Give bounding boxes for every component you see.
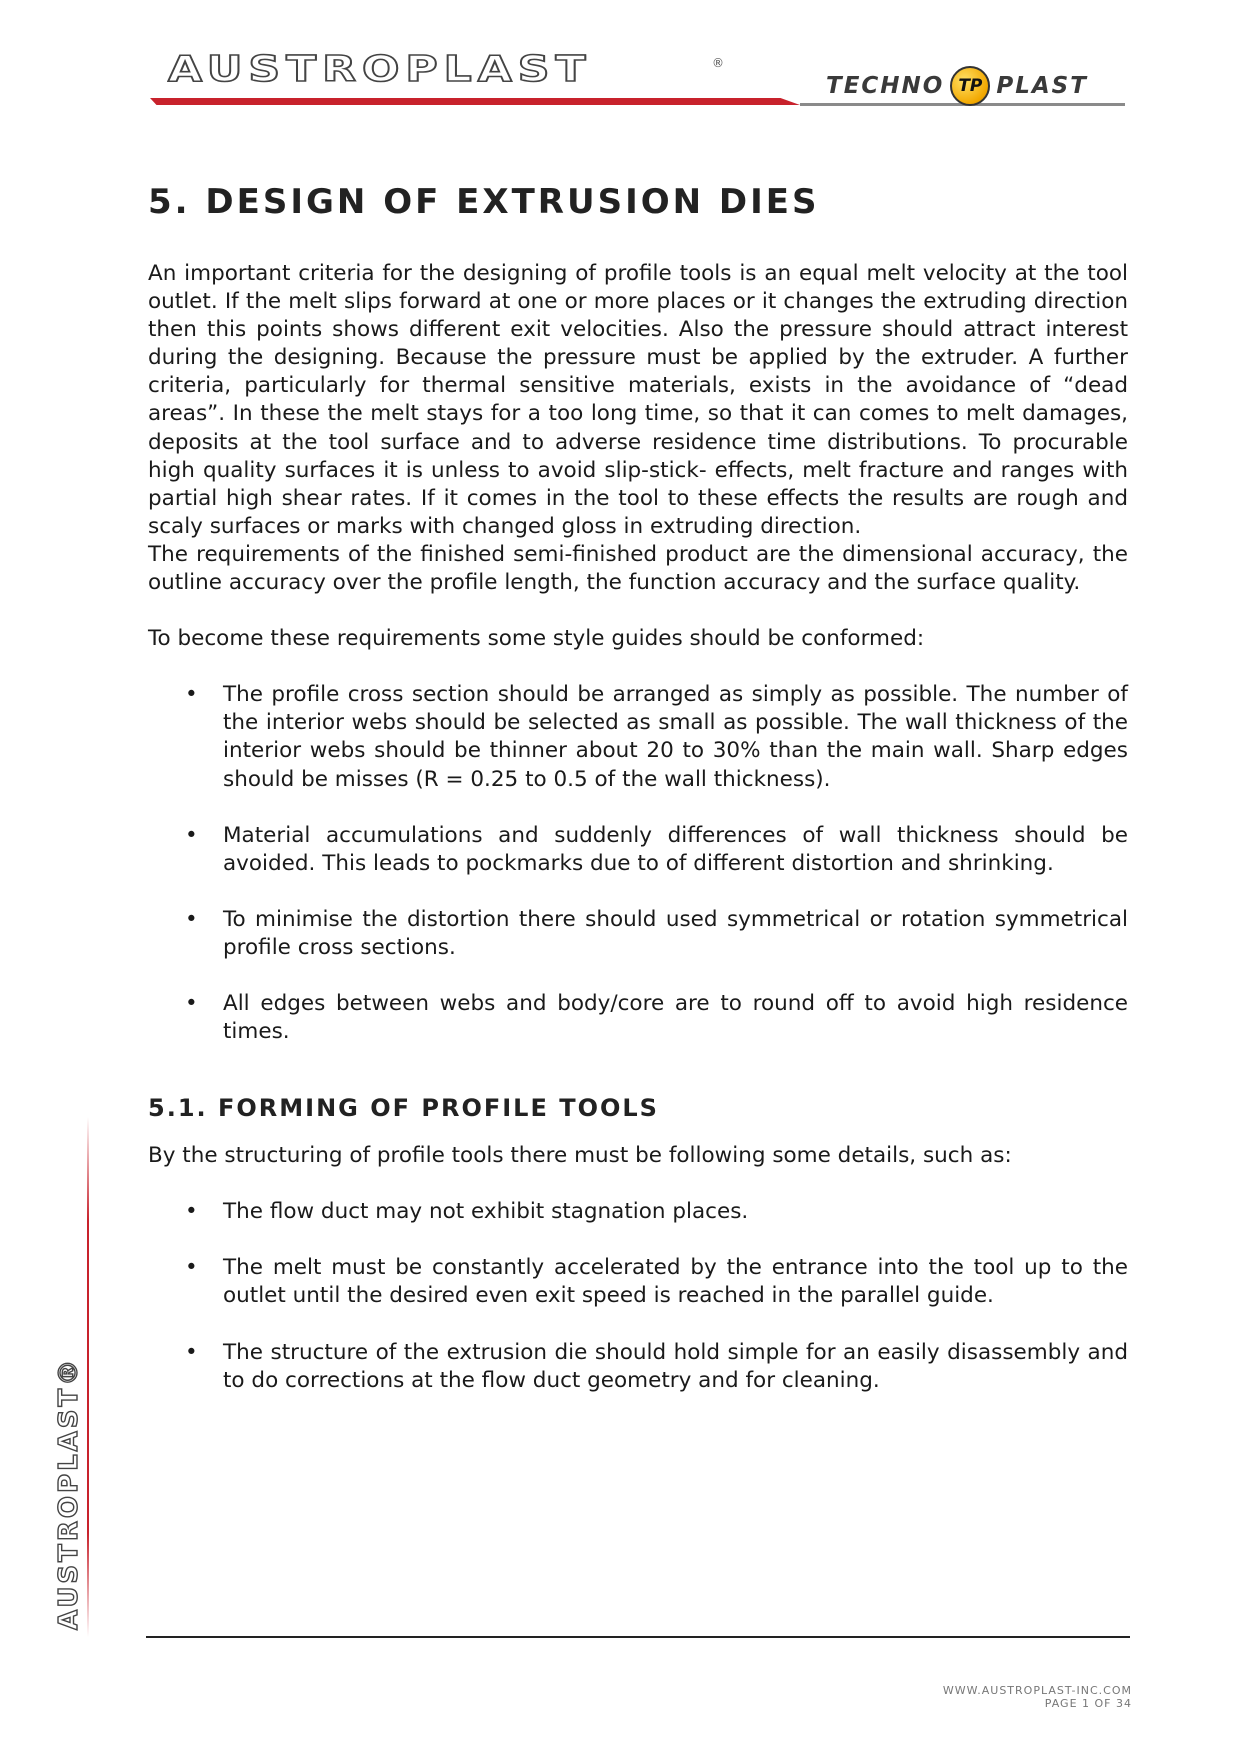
side-brand-logo: AUSTROPLAST®	[54, 1356, 84, 1630]
paragraph-1: An important criteria for the designing of profile tools is an equal melt velocity at the tool outlet. If the melt slips forward at one or more places or it changes the extruding direction then this points shows different exit velocities. Also the pressure should attract interest during the designing. Because the pressure must be applied by the extruder. A further criteria, particularly for thermal sensitive materials, exists in the avoidance of “dead areas”. In these the melt stays for a too long time, so that it can comes to melt damages, deposits at the tool surface and to adverse residence time distributions. To procurable high quality surfaces it is unless to avoid slip-stick- effects, melt fracture and ranges with partial high shear rates. If it comes in the tool to these effects the results are rough and scaly surfaces or marks with changed gloss in extruding direction.	[148, 261, 1128, 539]
list-item	[148, 1339, 1128, 1395]
list-item	[148, 822, 1128, 878]
list-item-text: To minimise the distortion there should used symmetrical or rotation symmetrical profile cross sections.	[223, 906, 1128, 960]
bullet-icon: •	[185, 1339, 198, 1365]
page-number: PAGE 1 OF 34	[1044, 1697, 1132, 1710]
partner-logo	[826, 66, 1088, 106]
list-item-text: The flow duct may not exhibit stagnation places.	[223, 1199, 749, 1225]
partner-logo-left: TECHNO	[826, 73, 945, 99]
paragraph-3: To become these requirements some style guides should be conformed:	[148, 626, 925, 652]
tp-badge-icon: TP	[950, 66, 990, 106]
list-item-text: The melt must be constantly accelerated by the entrance into the tool up to the outlet until the desired even exit speed is reached in the parallel guide.	[223, 1255, 1128, 1309]
logo-underline-red	[150, 98, 800, 105]
tool-details-list	[148, 1198, 1128, 1394]
bullet-icon: •	[185, 822, 198, 848]
bullet-icon: •	[185, 906, 198, 932]
brand-logo: AUSTROPLAST	[168, 48, 592, 90]
partner-logo-right: PLAST	[996, 73, 1088, 99]
list-item-text: The structure of the extrusion die should hold simple for an easily disassembly and to do corrections at the flow duct geometry and for cleaning.	[223, 1339, 1128, 1393]
page-footer	[943, 1684, 1132, 1710]
subsection-intro: By the structuring of profile tools there must be following some details, such as:	[148, 1143, 1012, 1169]
list-item-text: All edges between webs and body/core are to round off to avoid high residence times.	[223, 990, 1128, 1045]
footer-divider	[146, 1636, 1130, 1638]
section-title: 5. DESIGN OF EXTRUSION DIES	[148, 182, 820, 222]
list-item-text: The profile cross section should be arranged as simply as possible. The number of the interior webs should be selected as small as possible. The wall thickness of the interior webs should be thinner about 20 to 30% than the main wall. Sharp edges should be misses (R = 0.25 to 0.5 of the wall thickness).	[223, 682, 1128, 792]
bullet-icon: •	[185, 1255, 198, 1281]
bullet-icon: •	[185, 990, 198, 1016]
footer-website: WWW.AUSTROPLAST-INC.COM	[942, 1684, 1132, 1697]
bullet-icon: •	[185, 682, 198, 708]
bullet-icon: •	[185, 1199, 198, 1225]
list-item	[148, 906, 1128, 962]
list-item-text: Material accumulations and suddenly differences of wall thickness should be avoided. This leads to pockmarks due to of different distortion and shrinking.	[223, 822, 1128, 876]
list-item	[148, 990, 1128, 1046]
list-item	[148, 1254, 1128, 1310]
list-item	[148, 681, 1128, 793]
page-content	[148, 170, 1128, 1395]
subsection-title: 5.1. FORMING OF PROFILE TOOLS	[148, 1094, 659, 1123]
guidelines-list	[148, 681, 1128, 1046]
paragraph-2: The requirements of the finished semi-finished product are the dimensional accuracy, the outline accuracy over the profile length, the function accuracy and the surface quality.	[148, 541, 1128, 596]
registered-mark: ®	[712, 56, 724, 70]
side-accent-line	[87, 1117, 89, 1637]
list-item	[148, 1198, 1128, 1226]
